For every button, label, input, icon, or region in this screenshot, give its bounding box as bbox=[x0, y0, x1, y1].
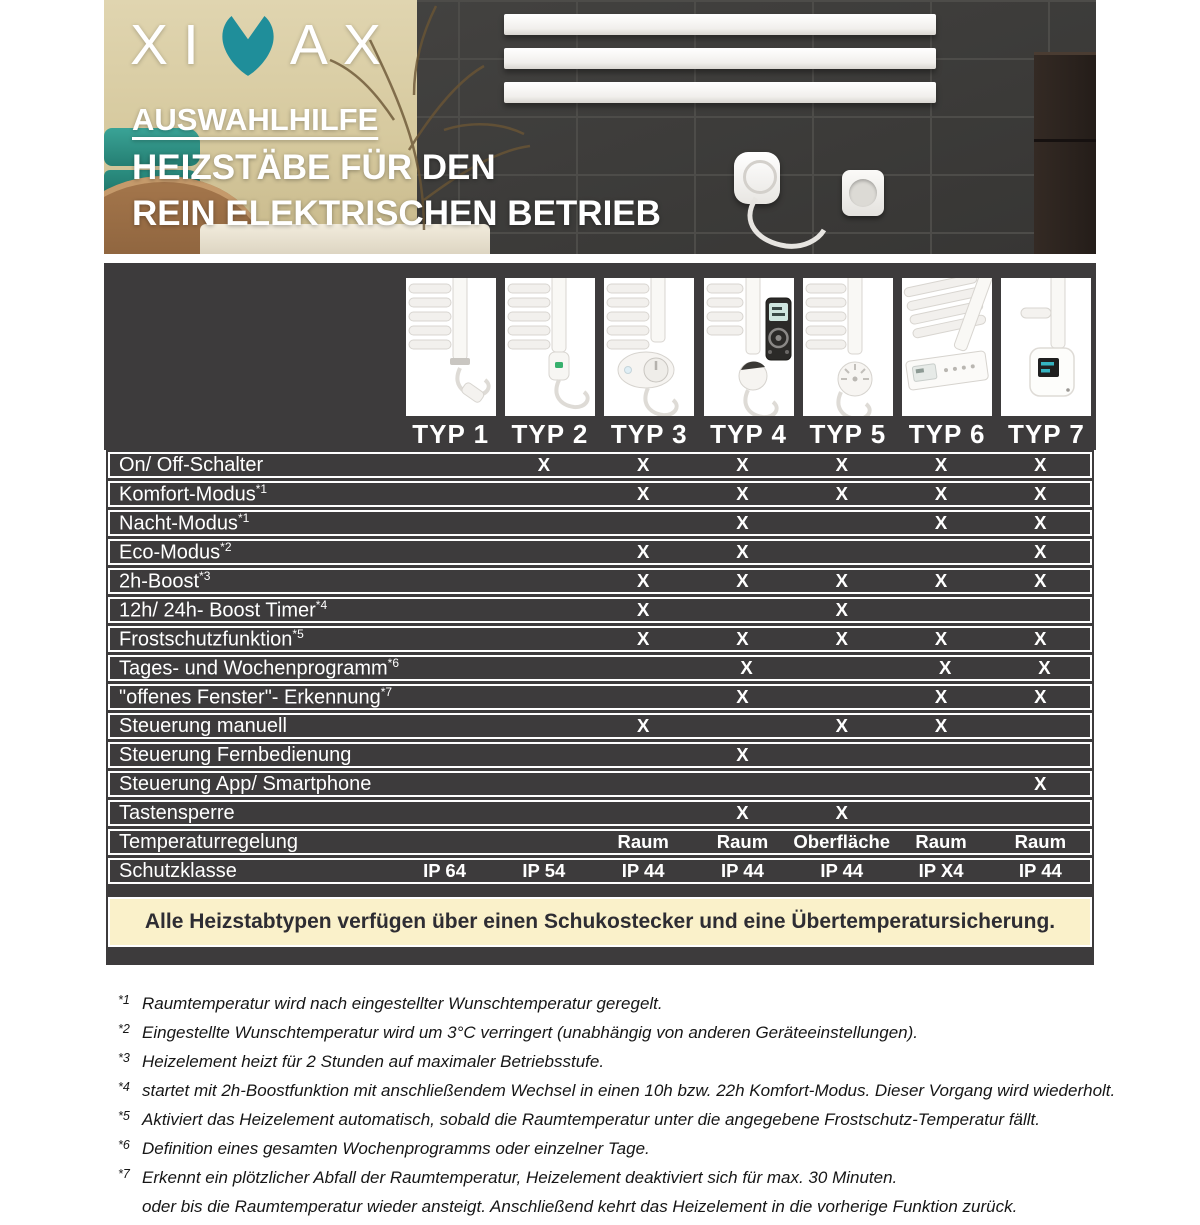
cabinet-seam bbox=[1034, 139, 1096, 142]
feature-label-text: Steuerung App/ Smartphone bbox=[119, 772, 372, 795]
column-header-typ-3: TYP 3 bbox=[610, 419, 688, 449]
ximax-logo-mark-icon bbox=[219, 13, 277, 77]
feature-cell-typ-4: X bbox=[736, 570, 749, 591]
feature-cell-typ-2: X bbox=[537, 454, 551, 475]
feature-label-text: Temperaturregelung bbox=[119, 830, 298, 853]
footnote bbox=[118, 993, 1118, 1014]
logo-text-suffix: AX bbox=[289, 13, 396, 77]
feature-cell-typ-5: X bbox=[835, 628, 848, 649]
feature-cell-typ-5: X bbox=[835, 454, 848, 475]
feature-cell-typ-7: X bbox=[1034, 686, 1047, 707]
feature-row bbox=[108, 829, 1092, 855]
footnote-text bbox=[142, 1109, 1040, 1130]
feature-row bbox=[108, 597, 1092, 623]
product-photo-typ-6 bbox=[902, 278, 992, 416]
feature-cell-typ-7: IP 44 bbox=[1018, 860, 1062, 881]
footnote-number: *1 bbox=[118, 993, 130, 1007]
feature-cell-typ-6: X bbox=[934, 715, 948, 736]
footnote-text bbox=[142, 1051, 604, 1072]
footnote-number: *3 bbox=[118, 1051, 130, 1065]
power-cable bbox=[700, 196, 830, 254]
feature-label-text: Frostschutzfunktion bbox=[119, 628, 293, 651]
footnote-number: *7 bbox=[118, 1167, 130, 1181]
feature-row bbox=[108, 684, 1092, 710]
feature-label bbox=[110, 831, 395, 854]
footnote bbox=[118, 1109, 1118, 1130]
hero-banner bbox=[104, 0, 1096, 254]
feature-cell-typ-5: X bbox=[835, 802, 848, 823]
footnote bbox=[118, 1022, 1118, 1043]
feature-label-text: Steuerung Fernbedienung bbox=[119, 743, 352, 766]
footnote-text bbox=[142, 1022, 918, 1043]
feature-label bbox=[110, 627, 395, 652]
feature-row bbox=[108, 510, 1092, 536]
feature-label-text: Tages- und Wochenprogramm bbox=[119, 657, 388, 680]
feature-label-text: Komfort-Modus bbox=[119, 483, 256, 506]
feature-cell-typ-5: X bbox=[835, 483, 848, 504]
product-header-row bbox=[104, 263, 1096, 450]
feature-cell-typ-4: X bbox=[736, 744, 749, 765]
footnote-line: Raumtemperatur wird nach eingestellter Wunschtemperatur geregelt. bbox=[142, 994, 663, 1013]
feature-cell-typ-3: Raum bbox=[617, 831, 669, 852]
footnote-line: Eingestellte Wunschtemperatur wird um 3°C verringert (unabhängig von anderen Geräteeinstellungen). bbox=[142, 1023, 918, 1042]
info-banner-text: Alle Heizstabtypen verfügen über einen Schukostecker und eine Übertemperatursicherung. bbox=[144, 910, 1056, 933]
feature-label bbox=[110, 860, 395, 883]
hero-title-line1: HEIZSTÄBE FÜR DEN bbox=[132, 148, 496, 187]
feature-cell-typ-3: X bbox=[636, 570, 650, 591]
feature-cell-typ-4: Raum bbox=[716, 831, 769, 852]
footnote-number: *6 bbox=[118, 1138, 130, 1152]
feature-cell-typ-4: X bbox=[736, 454, 749, 475]
feature-cell-typ-7: X bbox=[1038, 657, 1051, 678]
info-banner bbox=[108, 897, 1092, 947]
feature-label bbox=[110, 569, 395, 594]
ximax-logo bbox=[130, 12, 396, 78]
feature-label-text: Nacht-Modus bbox=[119, 512, 238, 535]
feature-label-text: Tastensperre bbox=[119, 801, 235, 824]
footnote-marker: *6 bbox=[387, 655, 399, 670]
feature-cell-typ-6: Raum bbox=[915, 831, 967, 852]
product-column-typ-3 bbox=[600, 278, 699, 450]
footnote-marker: *7 bbox=[380, 684, 393, 699]
feature-label-text: Schutzklasse bbox=[119, 859, 237, 882]
feature-cell-typ-6: X bbox=[934, 686, 948, 707]
column-header-typ-2: TYP 2 bbox=[511, 419, 589, 449]
feature-label-text: "offenes Fenster"- Erkennung bbox=[119, 686, 381, 709]
product-photo-typ-1 bbox=[406, 278, 496, 416]
feature-cell-typ-6: X bbox=[934, 454, 948, 475]
footnote-line: oder bis die Raumtemperatur wieder ansteigt. Anschließend kehrt das Heizelement in die vorherige Funktion zurück. bbox=[142, 1197, 1018, 1216]
footnote-line: Heizelement heizt für 2 Stunden auf maximaler Betriebsstufe. bbox=[142, 1052, 605, 1071]
feature-label bbox=[110, 656, 399, 681]
feature-label bbox=[110, 482, 395, 507]
product-column-typ-7 bbox=[997, 278, 1096, 450]
feature-cell-typ-5: X bbox=[835, 715, 848, 736]
feature-cell-typ-4: X bbox=[736, 628, 749, 649]
feature-cell-typ-4: X bbox=[736, 686, 749, 707]
feature-cell-typ-7: X bbox=[1034, 483, 1047, 504]
feature-cell-typ-3: X bbox=[636, 715, 650, 736]
feature-label bbox=[110, 685, 395, 710]
feature-label bbox=[110, 773, 395, 796]
feature-cell-typ-3: X bbox=[636, 454, 650, 475]
footnote bbox=[118, 1080, 1118, 1101]
product-column-typ-2 bbox=[500, 278, 599, 450]
logo-text-prefix: XI bbox=[130, 13, 214, 77]
product-column-typ-5 bbox=[798, 278, 897, 450]
feature-cell-typ-3: X bbox=[636, 628, 650, 649]
feature-label bbox=[110, 715, 395, 738]
feature-cell-typ-4: X bbox=[740, 657, 753, 678]
feature-cell-typ-5: X bbox=[835, 599, 848, 620]
feature-cell-typ-6: X bbox=[934, 483, 948, 504]
power-outlet bbox=[842, 170, 884, 216]
feature-cell-typ-7: X bbox=[1034, 628, 1047, 649]
feature-row bbox=[108, 858, 1092, 884]
footnote-text bbox=[142, 1080, 1115, 1101]
feature-label bbox=[110, 802, 395, 825]
feature-label bbox=[110, 511, 395, 536]
product-column-typ-4 bbox=[699, 278, 798, 450]
feature-row bbox=[108, 800, 1092, 826]
feature-cell-typ-6: X bbox=[934, 512, 948, 533]
feature-cell-typ-5: IP 44 bbox=[820, 860, 864, 881]
feature-cell-typ-1: IP 64 bbox=[423, 860, 466, 881]
footnote-marker: *3 bbox=[199, 568, 211, 583]
footnote-marker: *4 bbox=[315, 597, 328, 612]
feature-cell-typ-6: X bbox=[938, 657, 952, 678]
feature-row bbox=[108, 655, 1092, 681]
footnote bbox=[118, 1167, 1118, 1217]
feature-row bbox=[108, 481, 1092, 507]
product-column-typ-6 bbox=[897, 278, 996, 450]
comparison-panel bbox=[104, 263, 1096, 965]
feature-cell-typ-3: X bbox=[636, 483, 650, 504]
feature-row bbox=[108, 539, 1092, 565]
feature-label bbox=[110, 454, 395, 477]
feature-label bbox=[110, 540, 395, 565]
feature-cell-typ-7: X bbox=[1034, 541, 1047, 562]
feature-cell-typ-4: X bbox=[736, 802, 749, 823]
feature-cell-typ-4: X bbox=[736, 541, 749, 562]
feature-label-text: 12h/ 24h- Boost Timer bbox=[119, 599, 316, 622]
feature-row bbox=[108, 568, 1092, 594]
feature-cell-typ-7: X bbox=[1034, 454, 1047, 475]
feature-cell-typ-6: X bbox=[934, 570, 948, 591]
feature-cell-typ-7: Raum bbox=[1014, 831, 1067, 852]
footnote bbox=[118, 1051, 1118, 1072]
dark-cabinet bbox=[1034, 52, 1096, 254]
product-photo-typ-5 bbox=[803, 278, 893, 416]
footnote-line: Aktiviert das Heizelement automatisch, sobald die Raumtemperatur unter die angegebene Frostschutz-Temperatur fällt. bbox=[142, 1110, 1040, 1129]
footnote-text bbox=[142, 1138, 650, 1159]
column-header-typ-7: TYP 7 bbox=[1008, 419, 1085, 449]
feature-cell-typ-3: X bbox=[636, 541, 650, 562]
feature-row bbox=[108, 626, 1092, 652]
feature-cell-typ-7: X bbox=[1034, 512, 1047, 533]
feature-label bbox=[110, 744, 395, 767]
footnote-text bbox=[142, 993, 663, 1014]
feature-cell-typ-5: Oberfläche bbox=[793, 831, 891, 852]
column-header-typ-6: TYP 6 bbox=[908, 419, 986, 449]
product-photo-typ-4 bbox=[704, 278, 794, 416]
feature-cell-typ-4: X bbox=[736, 483, 749, 504]
column-header-typ-1: TYP 1 bbox=[412, 419, 490, 449]
footnote bbox=[118, 1138, 1118, 1159]
footnotes bbox=[118, 993, 1118, 1225]
footnote-number: *5 bbox=[118, 1109, 130, 1123]
feature-table bbox=[104, 450, 1096, 965]
feature-label-text: Eco-Modus bbox=[119, 541, 221, 564]
feature-row bbox=[108, 452, 1092, 478]
feature-cell-typ-4: IP 44 bbox=[721, 860, 764, 881]
footnote-marker: *1 bbox=[255, 481, 268, 496]
footnote-number: *4 bbox=[118, 1080, 130, 1094]
product-photo-typ-2 bbox=[505, 278, 595, 416]
feature-cell-typ-5: X bbox=[835, 570, 848, 591]
footnote-line: Erkennt ein plötzlicher Abfall der Raumtemperatur, Heizelement deaktiviert sich für max. 30 Minuten. bbox=[142, 1168, 898, 1187]
hero-tagline: AUSWAHLHILFE bbox=[132, 102, 379, 137]
product-photo-typ-3 bbox=[604, 278, 694, 416]
footnote-line: startet mit 2h-Boostfunktion mit anschließendem Wechsel in einen 10h bzw. 22h Komfort-Modus. Dieser Vorgang wird wiederholt. bbox=[142, 1081, 1116, 1100]
hero-title-line2: REIN ELEKTRISCHEN BETRIEB bbox=[132, 194, 661, 233]
feature-cell-typ-6: IP X4 bbox=[918, 860, 964, 881]
feature-cell-typ-2: IP 54 bbox=[522, 860, 566, 881]
feature-label-text: Steuerung manuell bbox=[119, 714, 287, 737]
feature-cell-typ-7: X bbox=[1034, 570, 1047, 591]
feature-row bbox=[108, 771, 1092, 797]
feature-label-text: 2h-Boost bbox=[119, 570, 200, 593]
feature-label-text: On/ Off-Schalter bbox=[119, 453, 264, 476]
feature-row bbox=[108, 713, 1092, 739]
footnote-marker: *2 bbox=[220, 539, 232, 554]
footnote-marker: *1 bbox=[237, 510, 250, 525]
product-column-typ-1 bbox=[401, 278, 500, 450]
feature-cell-typ-6: X bbox=[934, 628, 948, 649]
footnote-text bbox=[142, 1167, 1017, 1217]
feature-label bbox=[110, 598, 395, 623]
feature-rows bbox=[108, 452, 1092, 884]
column-header-typ-4: TYP 4 bbox=[710, 419, 787, 449]
footnote-marker: *5 bbox=[292, 626, 304, 641]
feature-cell-typ-4: X bbox=[736, 512, 749, 533]
product-photo-typ-7 bbox=[1001, 278, 1091, 416]
feature-cell-typ-3: IP 44 bbox=[621, 860, 665, 881]
feature-cell-typ-7: X bbox=[1034, 773, 1047, 794]
footnote-number: *2 bbox=[118, 1022, 130, 1036]
footnote-line: Definition eines gesamten Wochenprogramms oder einzelner Tage. bbox=[142, 1139, 650, 1158]
feature-cell-typ-3: X bbox=[636, 599, 650, 620]
column-header-typ-5: TYP 5 bbox=[809, 419, 887, 449]
feature-row bbox=[108, 742, 1092, 768]
